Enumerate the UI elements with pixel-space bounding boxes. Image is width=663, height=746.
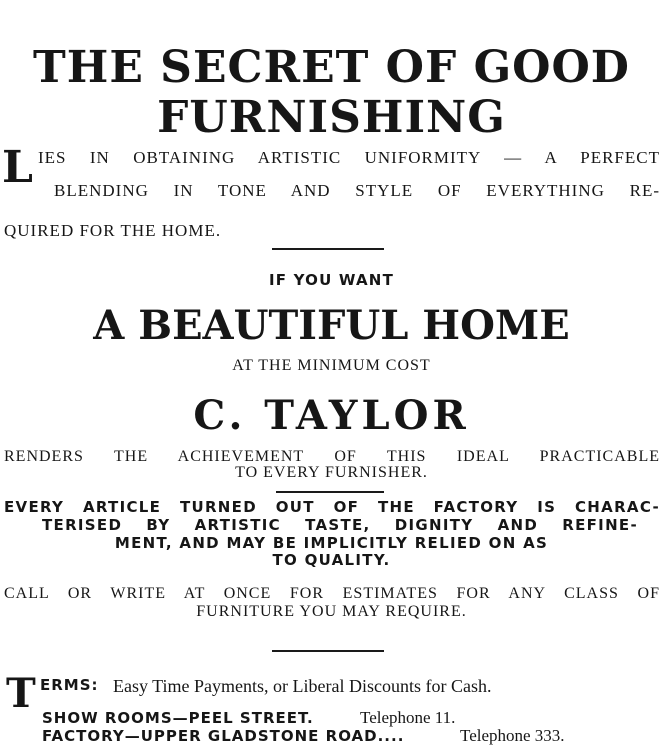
intro-line-2: BLENDING IN TONE AND STYLE OF EVERYTHING RE-	[54, 181, 660, 200]
call-line-2: FURNITURE YOU MAY REQUIRE.	[196, 603, 467, 620]
terms-label: ERMS:	[40, 676, 99, 694]
beautiful-home: A BEAUTIFUL HOME	[93, 302, 570, 349]
quality-line-2: TERISED BY ARTISTIC TASTE, DIGNITY AND REFINE-	[42, 516, 638, 534]
divider-rule-1	[272, 248, 384, 250]
quality-line-3: MENT, AND MAY BE IMPLICITLY RELIED ON AS	[114, 534, 549, 552]
showrooms-address: SHOW ROOMS—PEEL STREET.	[42, 709, 314, 727]
call-line-1: CALL OR WRITE AT ONCE FOR ESTIMATES FOR ANY CLASS OF	[4, 585, 660, 602]
quality-line-1: EVERY ARTICLE TURNED OUT OF THE FACTORY IS CHARAC-	[4, 498, 660, 516]
intro-dropcap: L	[2, 142, 33, 193]
showrooms-phone: Telephone 11.	[360, 708, 456, 727]
factory-phone: Telephone 333.	[460, 726, 565, 745]
renders-line-2: TO EVERY FURNISHER.	[235, 464, 428, 481]
intro-line-1: IES IN OBTAINING ARTISTIC UNIFORMITY — A PERFECT	[38, 148, 660, 167]
headline-line-2: FURNISHING	[157, 92, 506, 143]
terms-text: Easy Time Payments, or Liberal Discounts for Cash.	[113, 676, 492, 696]
divider-rule-3	[272, 650, 384, 652]
divider-rule-2	[276, 491, 384, 493]
minimum-cost: AT THE MINIMUM COST	[232, 357, 431, 374]
if-you-want: IF YOU WANT	[269, 271, 394, 289]
renders-line-1: RENDERS THE ACHIEVEMENT OF THIS IDEAL PRACTICABLE	[4, 448, 660, 465]
merchant-name: C. TAYLOR	[193, 392, 470, 439]
factory-address: FACTORY—UPPER GLADSTONE ROAD....	[42, 727, 405, 745]
terms-dropcap: T	[6, 670, 36, 717]
quality-line-4: TO QUALITY.	[272, 551, 391, 569]
intro-line-3: QUIRED FOR THE HOME.	[4, 221, 222, 240]
headline-line-1: THE SECRET OF GOOD	[33, 42, 630, 93]
